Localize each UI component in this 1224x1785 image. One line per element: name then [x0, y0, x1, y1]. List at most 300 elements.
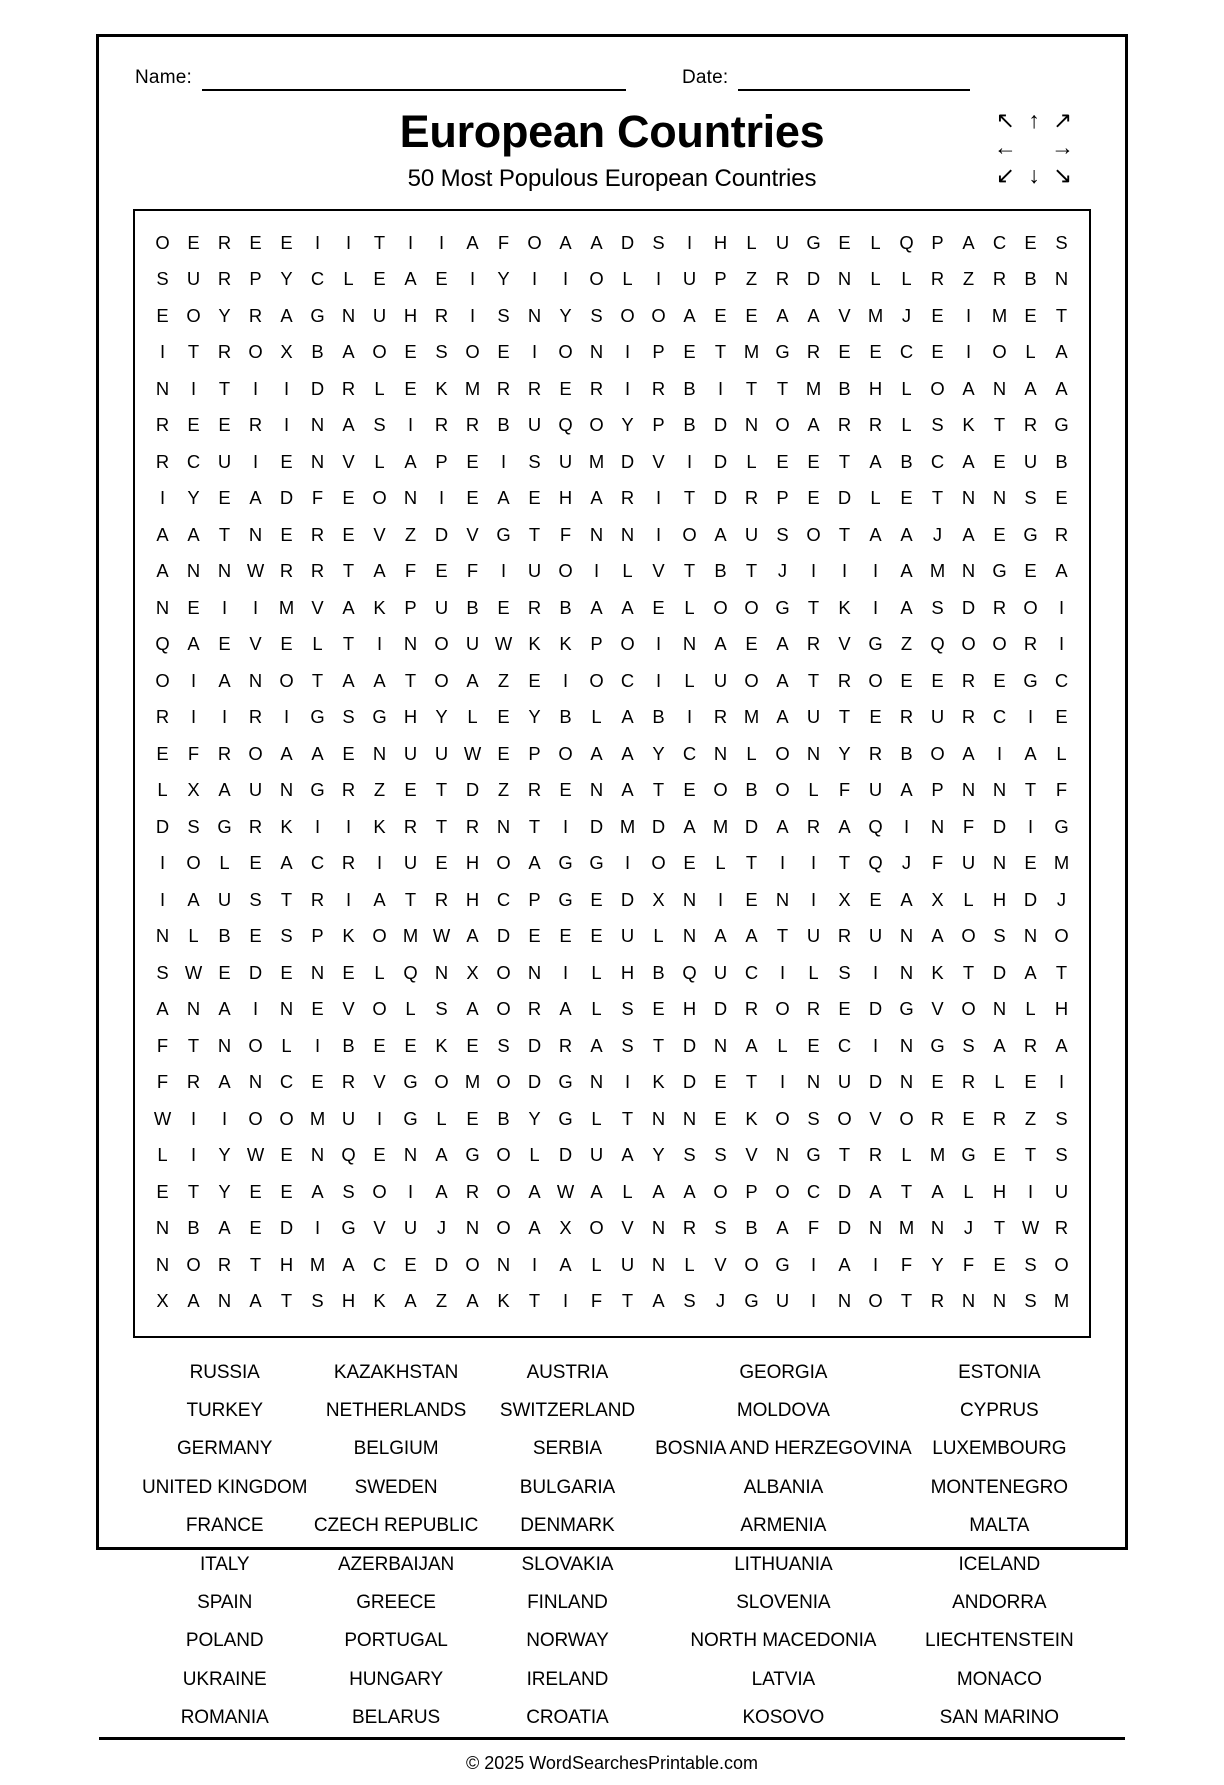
grid-cell[interactable]: Y — [652, 742, 665, 764]
grid-cell[interactable]: E — [714, 1071, 727, 1093]
grid-cell[interactable]: U — [186, 268, 201, 290]
grid-cell[interactable]: E — [993, 1253, 1006, 1275]
grid-cell[interactable]: L — [901, 268, 912, 290]
grid-cell[interactable]: T — [311, 669, 324, 691]
grid-cell[interactable]: E — [404, 1034, 417, 1056]
grid-cell[interactable]: E — [466, 487, 479, 509]
word-list-item[interactable]: SWEDEN — [354, 1476, 438, 1498]
grid-cell[interactable]: U — [620, 925, 635, 947]
grid-cell[interactable]: O — [279, 669, 294, 691]
grid-cell[interactable]: R — [930, 1107, 945, 1129]
grid-cell[interactable]: I — [872, 596, 879, 618]
grid-cell[interactable]: T — [621, 1107, 634, 1129]
grid-cell[interactable]: U — [775, 1290, 790, 1312]
grid-cell[interactable]: B — [218, 925, 231, 947]
grid-cell[interactable]: H — [465, 888, 480, 910]
grid-cell[interactable]: E — [528, 669, 541, 691]
grid-cell[interactable]: A — [156, 523, 169, 545]
grid-cell[interactable]: D — [1023, 888, 1038, 910]
grid-cell[interactable]: N — [775, 888, 790, 910]
grid-cell[interactable]: A — [869, 523, 882, 545]
grid-cell[interactable]: T — [187, 1180, 200, 1202]
grid-cell[interactable]: E — [1055, 706, 1068, 728]
grid-cell[interactable]: A — [342, 669, 355, 691]
grid-cell[interactable]: D — [837, 487, 852, 509]
grid-cell[interactable]: V — [652, 560, 665, 582]
grid-cell[interactable]: N — [651, 1217, 666, 1239]
grid-cell[interactable]: N — [186, 560, 201, 582]
grid-cell[interactable]: V — [249, 633, 262, 655]
grid-cell[interactable]: I — [810, 1290, 817, 1312]
grid-cell[interactable]: N — [217, 1034, 232, 1056]
word-list-item[interactable]: DENMARK — [520, 1515, 615, 1537]
grid-cell[interactable]: N — [310, 961, 325, 983]
grid-cell[interactable]: E — [931, 304, 944, 326]
grid-cell[interactable]: I — [252, 596, 259, 618]
grid-cell[interactable]: S — [621, 1034, 634, 1056]
grid-cell[interactable]: M — [1053, 1290, 1070, 1312]
word-list-item[interactable]: GEORGIA — [739, 1361, 828, 1383]
word-list-item[interactable]: BELGIUM — [353, 1438, 439, 1460]
grid-cell[interactable]: Q — [930, 633, 945, 655]
grid-cell[interactable]: N — [899, 925, 914, 947]
grid-cell[interactable]: E — [373, 268, 386, 290]
grid-cell[interactable]: I — [190, 377, 197, 399]
grid-cell[interactable]: A — [776, 815, 789, 837]
grid-cell[interactable]: D — [837, 1217, 852, 1239]
grid-cell[interactable]: A — [714, 633, 727, 655]
grid-cell[interactable]: L — [219, 852, 230, 874]
grid-cell[interactable]: A — [466, 1290, 479, 1312]
grid-cell[interactable]: P — [931, 779, 944, 801]
grid-cell[interactable]: Q — [868, 852, 883, 874]
grid-cell[interactable]: U — [217, 888, 232, 910]
grid-cell[interactable]: E — [1024, 231, 1037, 253]
word-list-item[interactable]: GERMANY — [177, 1438, 273, 1460]
grid-cell[interactable]: V — [373, 1217, 386, 1239]
grid-cell[interactable]: U — [837, 1071, 852, 1093]
grid-cell[interactable]: E — [435, 560, 448, 582]
grid-cell[interactable]: L — [157, 1144, 168, 1166]
grid-cell[interactable]: O — [1023, 596, 1038, 618]
word-list-item[interactable]: SLOVENIA — [736, 1591, 831, 1613]
grid-cell[interactable]: I — [562, 1290, 569, 1312]
grid-cell[interactable]: L — [1056, 742, 1067, 764]
grid-cell[interactable]: M — [805, 377, 822, 399]
grid-cell[interactable]: L — [870, 268, 881, 290]
grid-cell[interactable]: I — [252, 377, 259, 399]
grid-cell[interactable]: L — [901, 1144, 912, 1166]
grid-cell[interactable]: E — [559, 779, 572, 801]
grid-cell[interactable]: N — [496, 1253, 511, 1275]
grid-cell[interactable]: K — [497, 1290, 510, 1312]
grid-cell[interactable]: I — [624, 341, 631, 363]
grid-cell[interactable]: O — [744, 669, 759, 691]
grid-cell[interactable]: U — [248, 779, 263, 801]
grid-cell[interactable]: D — [806, 268, 821, 290]
grid-cell[interactable]: B — [311, 341, 324, 363]
grid-cell[interactable]: U — [713, 961, 728, 983]
grid-cell[interactable]: Q — [682, 961, 697, 983]
grid-cell[interactable]: E — [497, 596, 510, 618]
grid-cell[interactable]: U — [217, 450, 232, 472]
grid-cell[interactable]: O — [496, 852, 511, 874]
grid-cell[interactable]: A — [621, 742, 634, 764]
grid-cell[interactable]: M — [464, 377, 481, 399]
grid-cell[interactable]: H — [341, 1290, 356, 1312]
grid-cell[interactable]: I — [221, 1107, 228, 1129]
grid-cell[interactable]: E — [900, 669, 913, 691]
grid-cell[interactable]: Y — [497, 268, 510, 290]
grid-cell[interactable]: L — [343, 268, 354, 290]
grid-cell[interactable]: I — [345, 815, 352, 837]
word-list-item[interactable]: POLAND — [185, 1630, 264, 1652]
grid-cell[interactable]: A — [962, 523, 975, 545]
grid-cell[interactable]: A — [404, 268, 417, 290]
grid-cell[interactable]: Y — [528, 1107, 541, 1129]
grid-cell[interactable]: L — [963, 888, 974, 910]
grid-cell[interactable]: O — [930, 742, 945, 764]
grid-cell[interactable]: G — [341, 1217, 356, 1239]
grid-cell[interactable]: E — [466, 450, 479, 472]
grid-cell[interactable]: Z — [745, 268, 758, 290]
grid-cell[interactable]: K — [559, 633, 572, 655]
grid-cell[interactable]: A — [962, 742, 975, 764]
grid-cell[interactable]: T — [342, 560, 355, 582]
grid-cell[interactable]: D — [248, 961, 263, 983]
word-list-item[interactable]: BULGARIA — [519, 1476, 616, 1498]
grid-cell[interactable]: S — [435, 341, 448, 363]
grid-cell[interactable]: O — [155, 669, 170, 691]
grid-cell[interactable]: O — [372, 341, 387, 363]
grid-cell[interactable]: N — [217, 560, 232, 582]
grid-cell[interactable]: R — [806, 998, 821, 1020]
grid-cell[interactable]: N — [899, 1034, 914, 1056]
grid-cell[interactable]: I — [252, 998, 259, 1020]
grid-cell[interactable]: N — [403, 1144, 418, 1166]
grid-cell[interactable]: R — [713, 706, 728, 728]
grid-cell[interactable]: E — [683, 852, 696, 874]
word-list-item[interactable]: UKRAINE — [182, 1668, 267, 1690]
grid-cell[interactable]: I — [531, 341, 538, 363]
grid-cell[interactable]: E — [497, 742, 510, 764]
grid-cell[interactable]: M — [309, 1107, 326, 1129]
grid-cell[interactable]: E — [962, 1107, 975, 1129]
grid-cell[interactable]: R — [620, 487, 635, 509]
grid-cell[interactable]: E — [807, 1034, 820, 1056]
grid-cell[interactable]: E — [249, 231, 262, 253]
word-list-item[interactable]: SPAIN — [197, 1591, 253, 1613]
grid-cell[interactable]: S — [156, 961, 169, 983]
grid-cell[interactable]: S — [249, 888, 262, 910]
grid-cell[interactable]: A — [900, 596, 913, 618]
grid-cell[interactable]: E — [745, 888, 758, 910]
grid-cell[interactable]: N — [899, 961, 914, 983]
grid-cell[interactable]: A — [714, 925, 727, 947]
grid-cell[interactable]: A — [993, 1034, 1006, 1056]
grid-cell[interactable]: J — [932, 523, 943, 545]
grid-cell[interactable]: E — [249, 852, 262, 874]
grid-cell[interactable]: I — [1027, 706, 1034, 728]
grid-cell[interactable]: R — [806, 815, 821, 837]
grid-cell[interactable]: L — [591, 998, 602, 1020]
grid-cell[interactable]: R — [837, 925, 852, 947]
grid-cell[interactable]: K — [745, 1107, 758, 1129]
grid-cell[interactable]: E — [187, 231, 200, 253]
grid-cell[interactable]: R — [217, 742, 232, 764]
grid-cell[interactable]: O — [186, 852, 201, 874]
grid-cell[interactable]: A — [776, 633, 789, 655]
grid-cell[interactable]: K — [435, 377, 448, 399]
grid-cell[interactable]: R — [217, 231, 232, 253]
grid-cell[interactable]: O — [775, 998, 790, 1020]
grid-cell[interactable]: R — [868, 414, 883, 436]
grid-cell[interactable]: R — [341, 852, 356, 874]
grid-cell[interactable]: M — [743, 706, 760, 728]
grid-cell[interactable]: I — [283, 706, 290, 728]
grid-cell[interactable]: E — [838, 341, 851, 363]
grid-cell[interactable]: F — [590, 1290, 603, 1312]
grid-cell[interactable]: I — [283, 414, 290, 436]
grid-cell[interactable]: G — [868, 633, 883, 655]
grid-cell[interactable]: O — [558, 560, 573, 582]
grid-cell[interactable]: L — [374, 377, 385, 399]
grid-cell[interactable]: I — [562, 669, 569, 691]
grid-cell[interactable]: E — [156, 304, 169, 326]
grid-cell[interactable]: L — [1025, 341, 1036, 363]
grid-cell[interactable]: U — [775, 231, 790, 253]
grid-cell[interactable]: I — [345, 888, 352, 910]
grid-cell[interactable]: G — [558, 888, 573, 910]
grid-cell[interactable]: A — [559, 998, 572, 1020]
grid-cell[interactable]: P — [590, 633, 603, 655]
grid-cell[interactable]: I — [872, 961, 879, 983]
grid-cell[interactable]: O — [961, 633, 976, 655]
grid-cell[interactable]: V — [745, 1144, 758, 1166]
grid-cell[interactable]: G — [496, 523, 511, 545]
grid-cell[interactable]: T — [745, 1071, 758, 1093]
grid-cell[interactable]: B — [900, 450, 913, 472]
grid-cell[interactable]: T — [838, 706, 851, 728]
grid-cell[interactable]: O — [496, 961, 511, 983]
grid-cell[interactable]: G — [217, 815, 232, 837]
grid-cell[interactable]: B — [559, 596, 572, 618]
grid-cell[interactable]: A — [187, 633, 200, 655]
grid-cell[interactable]: B — [187, 1217, 200, 1239]
grid-cell[interactable]: A — [776, 669, 789, 691]
grid-cell[interactable]: Y — [931, 1253, 944, 1275]
grid-cell[interactable]: E — [993, 523, 1006, 545]
grid-cell[interactable]: G — [992, 560, 1007, 582]
grid-cell[interactable]: O — [775, 1107, 790, 1129]
grid-cell[interactable]: A — [528, 1180, 541, 1202]
grid-cell[interactable]: E — [1055, 487, 1068, 509]
grid-cell[interactable]: S — [776, 523, 789, 545]
grid-cell[interactable]: N — [372, 742, 387, 764]
grid-cell[interactable]: R — [1054, 1217, 1069, 1239]
grid-cell[interactable]: W — [246, 1144, 265, 1166]
grid-cell[interactable]: J — [715, 1290, 726, 1312]
grid-cell[interactable]: R — [279, 560, 294, 582]
grid-cell[interactable]: I — [407, 414, 414, 436]
grid-cell[interactable]: Z — [435, 1290, 448, 1312]
grid-cell[interactable]: L — [374, 961, 385, 983]
grid-cell[interactable]: B — [900, 742, 913, 764]
grid-cell[interactable]: T — [838, 852, 851, 874]
grid-cell[interactable]: N — [589, 1071, 604, 1093]
word-list-item[interactable]: ESTONIA — [958, 1361, 1041, 1383]
grid-cell[interactable]: R — [310, 888, 325, 910]
grid-cell[interactable]: L — [467, 706, 478, 728]
grid-cell[interactable]: E — [807, 487, 820, 509]
grid-cell[interactable]: U — [1054, 1180, 1069, 1202]
grid-cell[interactable]: Y — [280, 268, 293, 290]
grid-cell[interactable]: C — [620, 669, 635, 691]
grid-cell[interactable]: O — [775, 1180, 790, 1202]
grid-cell[interactable]: I — [407, 231, 414, 253]
grid-cell[interactable]: T — [776, 377, 789, 399]
word-list-item[interactable]: LITHUANIA — [734, 1553, 833, 1575]
grid-cell[interactable]: R — [341, 1071, 356, 1093]
grid-cell[interactable]: E — [311, 998, 324, 1020]
word-list-item[interactable]: FINLAND — [527, 1591, 608, 1613]
grid-cell[interactable]: V — [621, 1217, 634, 1239]
grid-cell[interactable]: A — [528, 852, 541, 874]
grid-cell[interactable]: N — [992, 377, 1007, 399]
grid-cell[interactable]: C — [744, 961, 759, 983]
word-list-item[interactable]: MOLDOVA — [736, 1400, 830, 1422]
grid-cell[interactable]: E — [280, 633, 293, 655]
grid-cell[interactable]: I — [779, 1071, 786, 1093]
grid-cell[interactable]: A — [373, 560, 386, 582]
grid-cell[interactable]: Y — [187, 487, 200, 509]
grid-cell[interactable]: N — [992, 779, 1007, 801]
grid-cell[interactable]: G — [744, 1290, 759, 1312]
word-list-item[interactable]: NORTH MACEDONIA — [690, 1630, 877, 1652]
grid-cell[interactable]: I — [1058, 1071, 1065, 1093]
grid-cell[interactable]: P — [714, 268, 727, 290]
grid-cell[interactable]: R — [310, 523, 325, 545]
grid-cell[interactable]: I — [903, 815, 910, 837]
grid-cell[interactable]: F — [497, 231, 510, 253]
grid-cell[interactable]: L — [591, 1253, 602, 1275]
grid-cell[interactable]: S — [280, 925, 293, 947]
grid-cell[interactable]: P — [931, 231, 944, 253]
grid-cell[interactable]: A — [869, 450, 882, 472]
grid-cell[interactable]: N — [279, 998, 294, 1020]
grid-cell[interactable]: G — [372, 706, 387, 728]
grid-cell[interactable]: R — [434, 888, 449, 910]
grid-cell[interactable]: I — [159, 888, 166, 910]
grid-cell[interactable]: B — [745, 1217, 758, 1239]
grid-cell[interactable]: A — [683, 1180, 696, 1202]
grid-cell[interactable]: S — [342, 1180, 355, 1202]
grid-cell[interactable]: N — [682, 925, 697, 947]
grid-cell[interactable]: A — [187, 888, 200, 910]
grid-cell[interactable]: F — [838, 779, 851, 801]
grid-cell[interactable]: T — [807, 596, 820, 618]
grid-cell[interactable]: O — [372, 998, 387, 1020]
grid-cell[interactable]: I — [1027, 1180, 1034, 1202]
grid-cell[interactable]: T — [249, 1253, 262, 1275]
grid-cell[interactable]: V — [652, 450, 665, 472]
grid-cell[interactable]: T — [683, 560, 696, 582]
grid-cell[interactable]: A — [466, 998, 479, 1020]
grid-cell[interactable]: E — [776, 450, 789, 472]
grid-cell[interactable]: S — [683, 1144, 696, 1166]
grid-cell[interactable]: I — [190, 1144, 197, 1166]
grid-cell[interactable]: E — [218, 961, 231, 983]
grid-cell[interactable]: Z — [404, 523, 417, 545]
grid-cell[interactable]: E — [993, 669, 1006, 691]
grid-cell[interactable]: E — [404, 1253, 417, 1275]
grid-cell[interactable]: I — [283, 377, 290, 399]
grid-cell[interactable]: O — [434, 669, 449, 691]
grid-cell[interactable]: S — [1024, 487, 1037, 509]
grid-cell[interactable]: U — [682, 268, 697, 290]
grid-cell[interactable]: A — [1055, 1034, 1068, 1056]
grid-cell[interactable]: E — [1024, 560, 1037, 582]
grid-cell[interactable]: T — [931, 487, 944, 509]
grid-cell[interactable]: O — [589, 669, 604, 691]
grid-cell[interactable]: N — [899, 1071, 914, 1093]
grid-cell[interactable]: A — [528, 1217, 541, 1239]
grid-cell[interactable]: C — [310, 852, 325, 874]
grid-cell[interactable]: I — [531, 1253, 538, 1275]
grid-cell[interactable]: A — [807, 304, 820, 326]
grid-cell[interactable]: U — [403, 742, 418, 764]
grid-cell[interactable]: I — [562, 268, 569, 290]
grid-cell[interactable]: T — [373, 231, 386, 253]
grid-cell[interactable]: O — [620, 633, 635, 655]
grid-cell[interactable]: N — [651, 1253, 666, 1275]
grid-cell[interactable]: N — [961, 1290, 976, 1312]
grid-cell[interactable]: G — [1023, 669, 1038, 691]
grid-cell[interactable]: L — [591, 706, 602, 728]
grid-cell[interactable]: N — [992, 998, 1007, 1020]
grid-cell[interactable]: N — [527, 961, 542, 983]
grid-cell[interactable]: T — [280, 888, 293, 910]
grid-cell[interactable]: F — [187, 742, 200, 764]
grid-cell[interactable]: N — [806, 742, 821, 764]
word-list-item[interactable]: PORTUGAL — [344, 1630, 448, 1652]
grid-cell[interactable]: E — [342, 487, 355, 509]
grid-cell[interactable]: A — [931, 1180, 944, 1202]
grid-cell[interactable]: M — [619, 815, 636, 837]
grid-cell[interactable]: A — [435, 1180, 448, 1202]
grid-cell[interactable]: H — [465, 852, 480, 874]
grid-cell[interactable]: O — [248, 742, 263, 764]
grid-cell[interactable]: E — [218, 414, 231, 436]
grid-cell[interactable]: O — [961, 998, 976, 1020]
grid-cell[interactable]: R — [744, 487, 759, 509]
grid-cell[interactable]: L — [994, 1071, 1005, 1093]
grid-cell[interactable]: K — [373, 815, 386, 837]
grid-cell[interactable]: R — [465, 815, 480, 837]
grid-cell[interactable]: A — [683, 815, 696, 837]
grid-cell[interactable]: N — [682, 888, 697, 910]
grid-cell[interactable]: T — [621, 1290, 634, 1312]
grid-cell[interactable]: T — [838, 523, 851, 545]
grid-cell[interactable]: A — [218, 1071, 231, 1093]
grid-cell[interactable]: N — [155, 596, 170, 618]
grid-cell[interactable]: G — [806, 1144, 821, 1166]
grid-cell[interactable]: T — [807, 669, 820, 691]
grid-cell[interactable]: S — [652, 231, 665, 253]
grid-cell[interactable]: I — [562, 961, 569, 983]
grid-cell[interactable]: E — [807, 450, 820, 472]
grid-cell[interactable]: D — [155, 815, 170, 837]
